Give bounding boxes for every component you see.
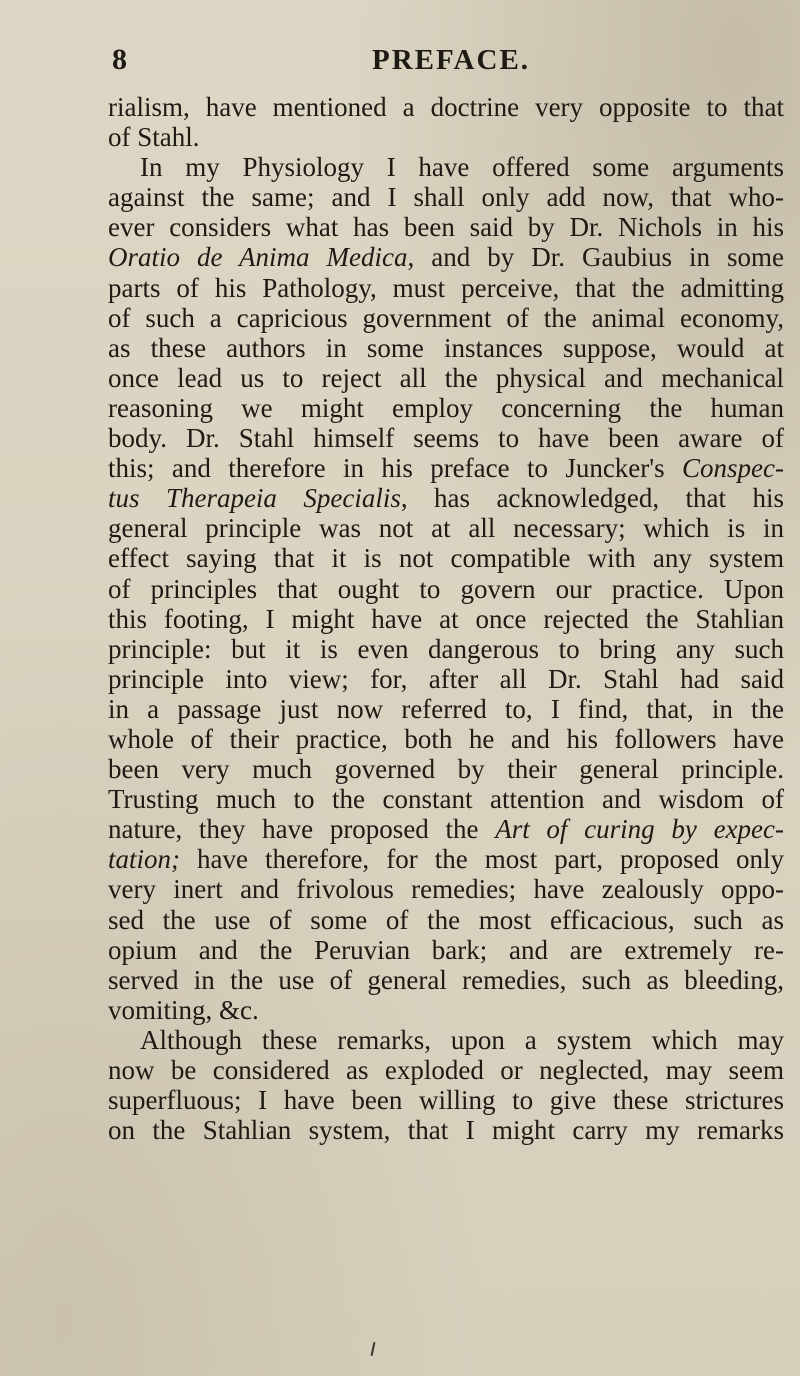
text-line: tus Therapeia Specialis, has acknowledged, that his — [108, 483, 784, 514]
page-number: 8 — [112, 43, 127, 76]
text-line: once lead us to reject all the physical and mechanical — [108, 362, 784, 393]
text-line: of Stahl. — [108, 122, 200, 153]
text-line: principle: but it is even dangerous to bring any such — [108, 633, 784, 664]
text-line: reasoning we might employ concerning the human — [108, 392, 784, 423]
text-line: body. Dr. Stahl himself seems to have been aware of — [108, 423, 784, 454]
text-line: on the Stahlian system, that I might carry my remarks — [108, 1115, 784, 1146]
text-line: Trusting much to the constant attention and wisdom of — [108, 784, 784, 815]
latin-title: Oratio de Anima Medica — [108, 242, 408, 273]
text-line: sed the use of some of the most efficacious, such as — [108, 904, 784, 935]
text-line: effect saying that it is not compatible with any system — [108, 543, 784, 574]
text-line: now be considered as exploded or neglected, may seem — [108, 1055, 784, 1085]
text-line: tation; have therefore, for the most part, proposed only — [108, 844, 784, 875]
running-head: PREFACE. — [372, 44, 531, 76]
text-line: as these authors in some instances suppose, would at — [108, 332, 784, 363]
text-line: whole of their practice, both he and his followers have — [108, 723, 784, 754]
text-line: very inert and frivolous remedies; have zealously oppo- — [108, 874, 784, 905]
text-line: rialism, have mentioned a doctrine very opposite to that — [108, 92, 784, 122]
text-line: ever considers what has been said by Dr. Nichols in his — [108, 212, 784, 243]
text-line: this footing, I might have at once rejected the Stahlian — [108, 603, 784, 634]
text-line: Oratio de Anima Medica, and by Dr. Gaubius in some — [108, 242, 784, 273]
text-line: of principles that ought to govern our practice. Upon — [108, 573, 784, 604]
text-line: Although these remarks, upon a system which may — [140, 1024, 784, 1055]
text-line: been very much governed by their general principle. — [108, 754, 784, 785]
preface-text — [108, 92, 784, 1145]
text-line: principle into view; for, after all Dr. Stahl had said — [108, 663, 784, 694]
italic-phrase: Art of curing by expec- — [495, 814, 784, 845]
text-line: against the same; and I shall only add now, that who- — [108, 182, 784, 213]
text-line: superfluous; I have been willing to give these strictures — [108, 1085, 784, 1116]
text-line: served in the use of general remedies, such as bleeding, — [108, 964, 784, 995]
page-header — [0, 42, 800, 78]
text-line: parts of his Pathology, must perceive, that the admitting — [108, 272, 784, 303]
text-line: general principle was not at all necessary; which is in — [108, 513, 784, 544]
italic-phrase: tation; — [108, 844, 180, 875]
text-line: in a passage just now referred to, I find, that, in the — [108, 693, 784, 724]
text-line: this; and therefore in his preface to Juncker's Conspec- — [108, 453, 784, 484]
text-line: In my Physiology I have offered some arguments — [140, 152, 784, 183]
text-line: nature, they have proposed the Art of curing by expec- — [108, 814, 784, 845]
text-line: of such a capricious government of the animal economy, — [108, 302, 784, 333]
latin-title: Conspec- — [682, 453, 784, 484]
latin-title: tus Therapeia Specialis — [108, 483, 401, 514]
text-line: opium and the Peruvian bark; and are extremely re- — [108, 934, 784, 965]
ink-speck — [371, 1342, 376, 1356]
text-line: vomiting, &c. — [108, 994, 259, 1025]
